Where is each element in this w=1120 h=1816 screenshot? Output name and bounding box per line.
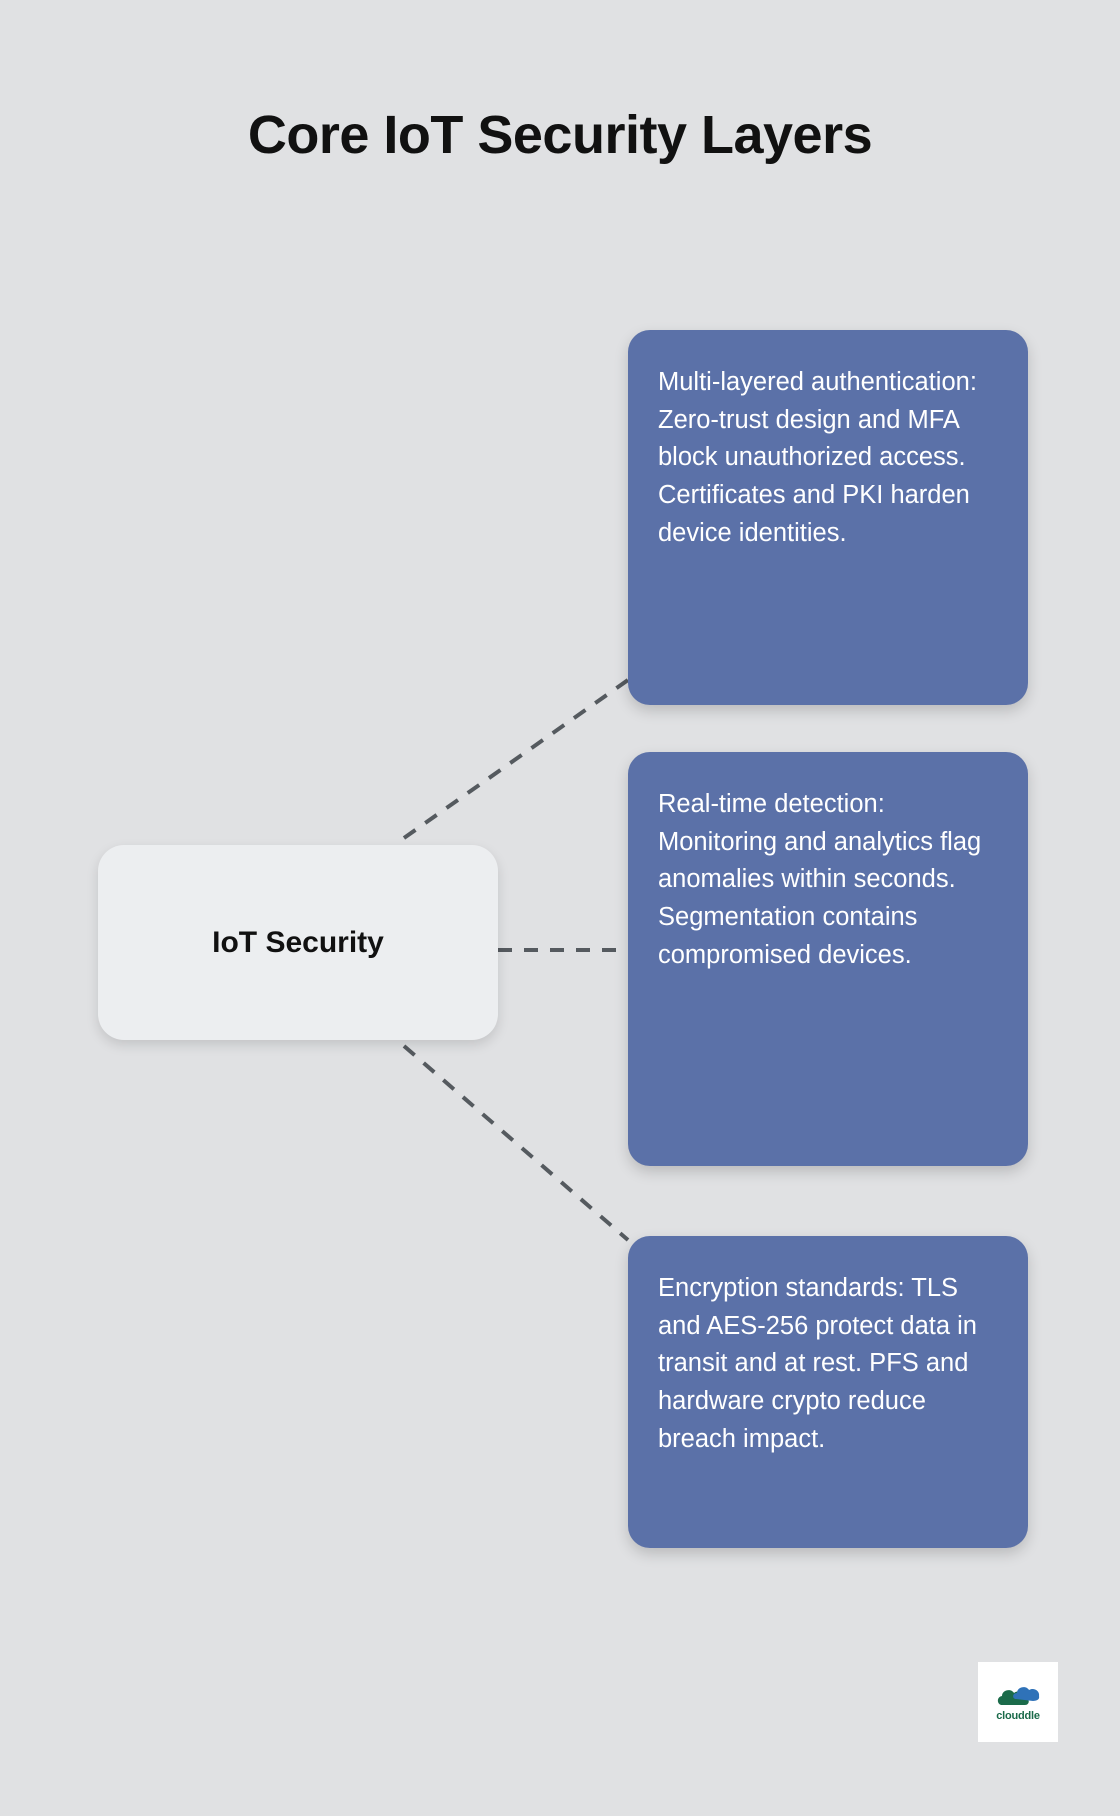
logo — [978, 1662, 1058, 1742]
center-node — [98, 845, 498, 1040]
page-title: Core IoT Security Layers — [247, 105, 873, 165]
branch-node-encryption — [628, 1236, 1028, 1548]
center-node-label: IoT Security — [212, 925, 384, 959]
logo-wordmark: clouddle — [996, 1709, 1040, 1722]
cloud-icon — [996, 1683, 1040, 1709]
branch-text: Real-time detection: Monitoring and analytics flag anomalies within seconds. Segmentation contains compromised devices. — [658, 790, 982, 969]
branch-node-detection — [628, 752, 1028, 1166]
connector-line-bottom — [404, 1046, 628, 1240]
connector-line-top — [404, 680, 628, 838]
branch-node-authentication — [628, 330, 1028, 705]
branch-text: Encryption standards: TLS and AES-256 protect data in transit and at rest. PFS and hardware crypto reduce breach impact. — [658, 1274, 977, 1453]
branch-text: Multi-layered authentication: Zero-trust design and MFA block unauthorized access. Certificates and PKI harden device identities. — [658, 368, 977, 547]
